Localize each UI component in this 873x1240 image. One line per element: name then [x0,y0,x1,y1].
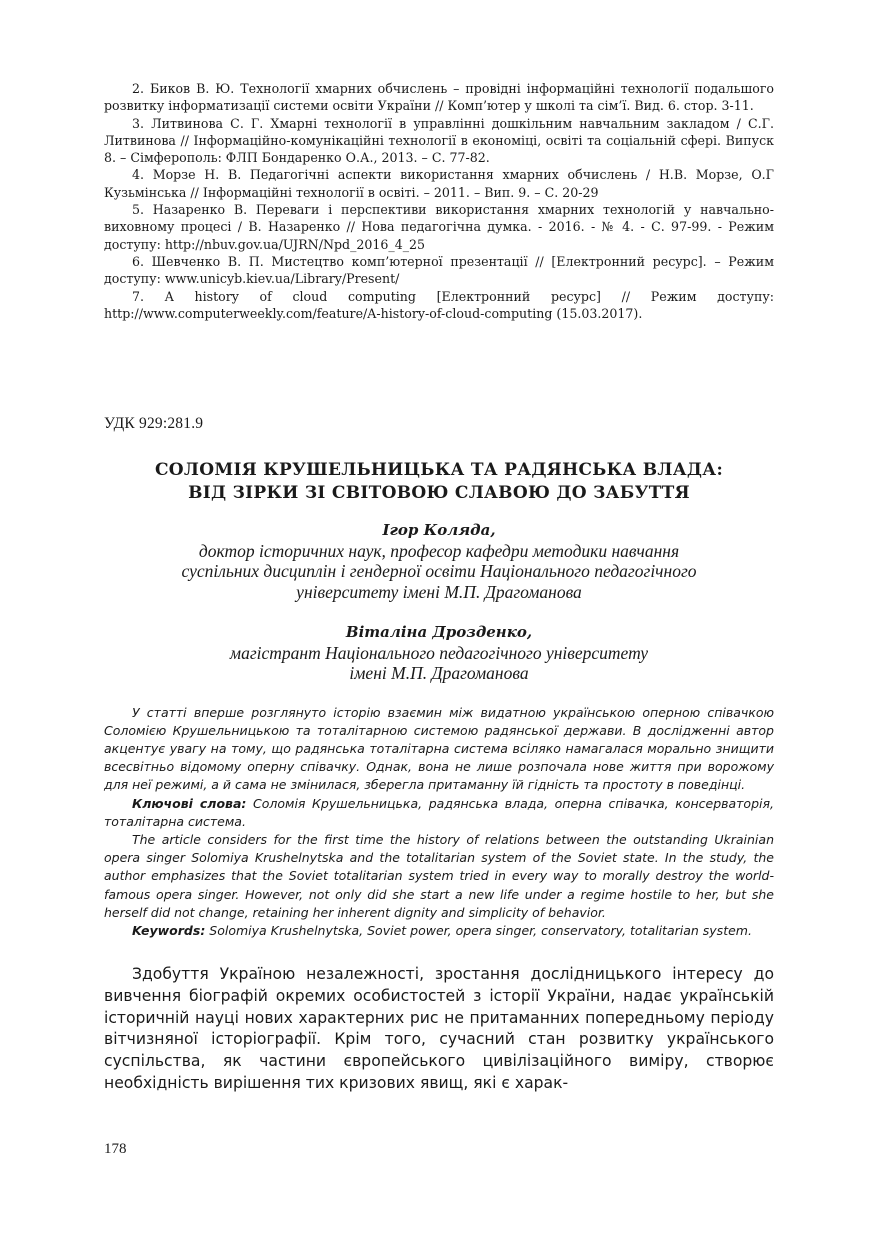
keywords-text: Соломія Крушельницька, радянська влада, оперна співачка, консерваторія, тоталітарна система. [104,795,774,829]
keywords-english [104,922,774,940]
keywords-text: Solomiya Krushelnytska, Soviet power, opera singer, conservatory, totalitarian system. [205,923,752,939]
reference-item: 5. Назаренко В. Переваги і перспективи використання хмарних технологій у навчально-виховному процесі / В. Назаренко // Нова педагогічна думка. - 2016. - № 4. - С. 97-99. - Режим доступу: http://nbuv.gov.ua/UJRN/Npd_2016_4_25 [104,202,774,252]
author-affiliation-line: доктор історичних наук, професор кафедри методики навчання [198,540,680,561]
author-block [104,520,774,602]
page-content [104,80,774,1095]
author-affiliation-line: імені М.П. Драгоманова [349,663,529,684]
udk-code: УДК 929:281.9 [104,415,204,433]
reference-item: 7. A history of cloud computing [Електронний ресурс] // Режим доступу: http://www.computerweekly.com/feature/A-history-of-cloud-computing (15.03.2017). [104,288,774,321]
author-name: Ігор Коляда, [382,521,496,540]
reference-item: 4. Морзе Н. В. Педагогічні аспекти використання хмарних обчислень / Н.В. Морзе, О.Г Кузьмінська // Інформаційні технології в освіті. – 2011. – Вип. 9. – С. 20-29 [104,167,774,200]
title-line: СОЛОМІЯ КРУШЕЛЬНИЦЬКА ТА РАДЯНСЬКА ВЛАДА: [154,460,724,481]
abstract-english: The article considers for the first time the history of relations between the outstanding Ukrainian opera singer Solomiya Krushelnytska and the totalitarian system of the Soviet state. In the study, the author emphasizes that the Soviet totalitarian system tried in every way to morally destroy the world-famous opera singer. However, not only did she start a new life under a regime hostile to her, but she herself did not change, retaining her inherent dignity and simplicity of behavior. [104,832,774,920]
abstract [104,704,774,941]
reference-item: 2. Биков В. Ю. Технології хмарних обчислень – провідні інформаційні технології подальшого розвитку інформатизації системи освіти України // Комп’ютер у школі та сім’ї. Вид. 6. стор. 3-11. [104,81,774,114]
title-line: ВІД ЗІРКИ ЗІ СВІТОВОЮ СЛАВОЮ ДО ЗАБУТТЯ [188,483,690,504]
keywords-ukrainian [104,795,774,831]
keywords-label: Keywords: [132,923,206,939]
reference-list [104,80,774,322]
author-block [104,622,774,684]
abstract-ukrainian: У статті вперше розглянуто історію взаємин між видатною українською оперною співачкою Соломією Крушельницькою та тоталітарною системою радянської держави. В дослідженні автор акцентує увагу на тому, що радянська тоталітарна система всіляко намагалася морально знищити всесвітньо відомому оперну співачку. Однак, вона не лише розпочала нове життя при ворожому для неї режимі, а й сама не змінилася, зберегла притаманну їй гідність та простоту в поведінці. [104,704,774,793]
author-name: Віталіна Дрозденко, [345,623,533,642]
author-affiliation-line: магістрант Національного педагогічного університету [229,642,649,663]
author-affiliation-line: університету імені М.П. Драгоманова [296,581,582,602]
page-number: 178 [104,1141,127,1157]
reference-item: 6. Шевченко В. П. Мистецтво комп’ютерної презентації // [Електронний ресурс]. – Режим доступу: www.unicyb.kiev.ua/Library/Present/ [104,253,774,287]
article-body [104,964,774,1094]
reference-item: 3. Литвинова С. Г. Хмарні технології в управлінні дошкільним навчальним закладом / С.Г. Литвинова // Інформаційно-комунікаційні технології в економіці, освіті та соціальній сфері. Випуск 8. – Сімферополь: ФЛП Бондаренко О.А., 2013. – С. 77-82. [104,115,774,166]
author-affiliation-line: суспільних дисциплін і гендерної освіти Національного педагогічного [181,561,697,582]
article-title [104,459,774,505]
body-paragraph: Здобуття Україною незалежності, зростання дослідницького інтересу до вивчення біографій окремих особистостей з історії України, надає українській історичній науці нових характерних рис не притаманних попередньому періоду вітчизняної історіографії. Крім того, сучасний стан розвитку українського суспільства, як частини європейського цивілізаційного виміру, створює необхідність вирішення тих кризових явищ, які є харак- [104,965,774,1092]
keywords-label: Ключові слова: [132,795,247,811]
